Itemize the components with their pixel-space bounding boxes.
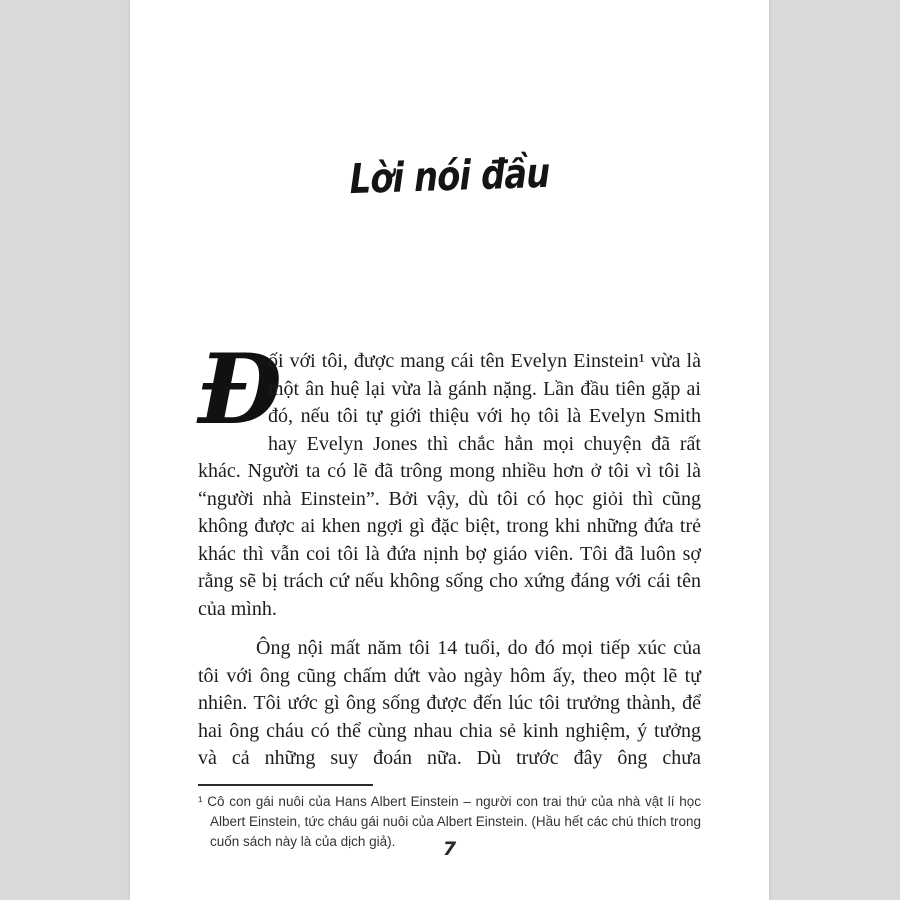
drop-cap: Đ: [198, 333, 282, 446]
body-text: [198, 333, 701, 773]
footnote-text: ¹ Cô con gái nuôi của Hans Albert Einstein – người con trai thứ của nhà vật lí học Albert Einstein, tức cháu gái nuôi của Albert Einstein. (Hầu hết các chú thích trong cuốn sách này là của dịch giả).: [198, 794, 701, 849]
right-margin: [769, 0, 900, 900]
paragraph-1-text: ối với tôi, được mang cái tên Evelyn Einstein¹ vừa là một ân huệ lại vừa là gánh nặng. Lần đầu tiên gặp ai đó, nếu tôi tự giới thiệu với họ tôi là Evelyn Smith hay Evelyn Jones thì chắc hẳn mọi chuyện đã rất khác. Người ta có lẽ đã trông mong nhiều hơn ở tôi vì tôi là “người nhà Einstein”. Bởi vậy, dù tôi có học giỏi thì cũng không được ai khen ngợi gì đặc biệt, trong khi những đứa trẻ khác thì vẫn coi tôi là đứa nịnh bợ giáo viên. Tôi đã luôn sợ rằng sẽ bị trách cứ nếu không sống cho xứng đáng với cái tên của mình.: [198, 350, 701, 620]
body-paragraph-1: [198, 333, 701, 623]
footnote-separator: [198, 784, 373, 786]
left-margin: [0, 0, 130, 900]
page-number: 7: [442, 838, 457, 860]
book-page: [130, 0, 769, 900]
chapter-title: Lời nói đầu: [349, 148, 550, 204]
body-paragraph-2: Ông nội mất năm tôi 14 tuổi, do đó mọi tiếp xúc của tôi với ông cũng chấm dứt vào ngày hôm ấy, theo một lẽ tự nhiên. Tôi ước gì ông sống được đến lúc tôi trưởng thành, để hai ông cháu có thể cùng nhau chia sẻ kinh nghiệm, ý tưởng và cả những suy đoán nữa. Dù trước đây ông chưa: [198, 637, 701, 769]
